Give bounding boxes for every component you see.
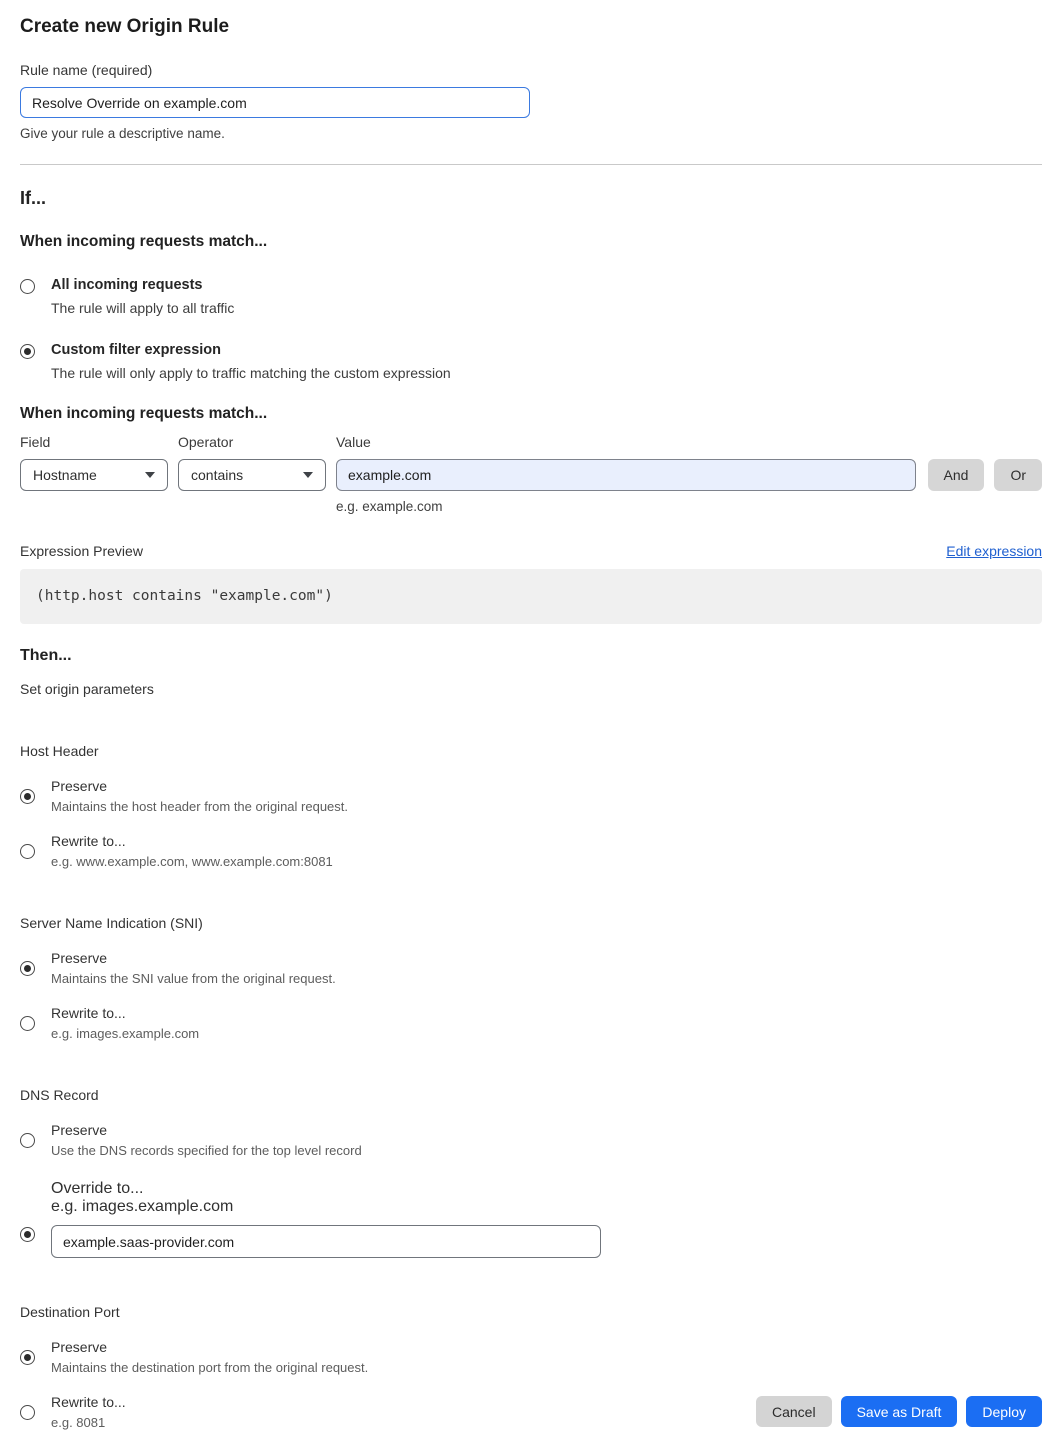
or-button-wrap <box>994 434 1042 491</box>
option-label: Override to... <box>51 1180 144 1197</box>
radio-dns-record-preserve[interactable] <box>20 1133 35 1148</box>
radio-custom-filter-expression[interactable] <box>20 344 35 359</box>
host-header-rewrite-option[interactable] <box>20 833 1042 869</box>
radio-destination-port-rewrite[interactable] <box>20 1405 35 1420</box>
option-description: The rule will apply to all traffic <box>51 300 235 316</box>
option-description: Maintains the host header from the original request. <box>51 799 349 814</box>
destination-port-label: Destination Port <box>20 1304 120 1320</box>
dns-override-input[interactable] <box>51 1225 601 1258</box>
host-header-preserve-option[interactable] <box>20 778 1042 814</box>
option-custom-filter-expression[interactable] <box>20 343 1042 381</box>
option-label: Preserve <box>51 1122 108 1138</box>
option-description: Use the DNS records specified for the top level record <box>51 1143 362 1158</box>
chevron-down-icon <box>303 472 313 478</box>
then-heading: Then... <box>20 647 72 664</box>
footer-actions <box>747 1396 1042 1427</box>
sni-rewrite-option[interactable] <box>20 1005 1042 1041</box>
section-divider <box>20 164 1042 165</box>
radio-host-header-preserve[interactable] <box>20 789 35 804</box>
value-label: Value <box>336 434 371 450</box>
radio-destination-port-preserve[interactable] <box>20 1350 35 1365</box>
radio-sni-rewrite[interactable] <box>20 1016 35 1031</box>
option-label: Custom filter expression <box>51 342 222 358</box>
operator-label: Operator <box>178 434 234 450</box>
option-description: e.g. images.example.com <box>51 1026 200 1041</box>
option-label: All incoming requests <box>51 277 203 293</box>
option-description: e.g. images.example.com <box>51 1198 234 1215</box>
expression-preview-code: (http.host contains "example.com") <box>20 569 1042 624</box>
field-column <box>20 434 168 491</box>
and-button[interactable]: And <box>928 459 985 491</box>
radio-dns-record-override[interactable] <box>20 1227 35 1242</box>
cancel-button[interactable]: Cancel <box>756 1396 832 1427</box>
dns-record-preserve-option[interactable] <box>20 1122 1042 1158</box>
dns-record-override-option[interactable] <box>20 1180 1042 1258</box>
value-column <box>336 434 916 514</box>
and-button-wrap <box>928 434 985 491</box>
option-label: Preserve <box>51 950 108 966</box>
option-all-incoming-requests[interactable] <box>20 278 1042 316</box>
field-select[interactable] <box>20 459 168 491</box>
deploy-button[interactable]: Deploy <box>966 1396 1042 1427</box>
sni-preserve-option[interactable] <box>20 950 1042 986</box>
option-description: Maintains the SNI value from the original request. <box>51 971 336 986</box>
radio-all-incoming-requests[interactable] <box>20 279 35 294</box>
sni-label: Server Name Indication (SNI) <box>20 915 203 931</box>
expression-preview-label: Expression Preview <box>20 543 143 559</box>
rule-name-label: Rule name (required) <box>20 62 153 78</box>
operator-select-value: contains <box>191 467 244 483</box>
operator-select[interactable] <box>178 459 326 491</box>
host-header-label: Host Header <box>20 743 99 759</box>
value-help: e.g. example.com <box>336 499 443 514</box>
value-input[interactable] <box>336 459 916 491</box>
or-button[interactable]: Or <box>994 459 1042 491</box>
set-origin-parameters-label: Set origin parameters <box>20 681 154 697</box>
if-subheading: When incoming requests match... <box>20 233 268 250</box>
dns-record-label: DNS Record <box>20 1087 99 1103</box>
expression-preview-header <box>20 543 1042 559</box>
option-label: Rewrite to... <box>51 833 126 849</box>
chevron-down-icon <box>145 472 155 478</box>
option-label: Preserve <box>51 778 108 794</box>
option-label: Rewrite to... <box>51 1394 126 1410</box>
if-heading: If... <box>20 188 46 208</box>
rule-name-input[interactable] <box>20 87 530 118</box>
radio-host-header-rewrite[interactable] <box>20 844 35 859</box>
field-select-value: Hostname <box>33 467 97 483</box>
option-description: e.g. 8081 <box>51 1415 106 1430</box>
operator-column <box>178 434 326 491</box>
option-label: Rewrite to... <box>51 1005 126 1021</box>
page-title: Create new Origin Rule <box>20 16 230 37</box>
radio-sni-preserve[interactable] <box>20 961 35 976</box>
rule-name-help: Give your rule a descriptive name. <box>20 126 225 141</box>
expression-builder-row <box>20 434 1042 514</box>
destination-port-preserve-option[interactable] <box>20 1339 1042 1375</box>
save-as-draft-button[interactable]: Save as Draft <box>841 1396 958 1427</box>
option-description: e.g. www.example.com, www.example.com:8081 <box>51 854 333 869</box>
field-label: Field <box>20 434 51 450</box>
builder-heading: When incoming requests match... <box>20 405 268 422</box>
option-description: Maintains the destination port from the original request. <box>51 1360 369 1375</box>
edit-expression-link[interactable]: Edit expression <box>946 543 1042 559</box>
option-description: The rule will only apply to traffic matching the custom expression <box>51 365 451 381</box>
option-label: Preserve <box>51 1339 108 1355</box>
